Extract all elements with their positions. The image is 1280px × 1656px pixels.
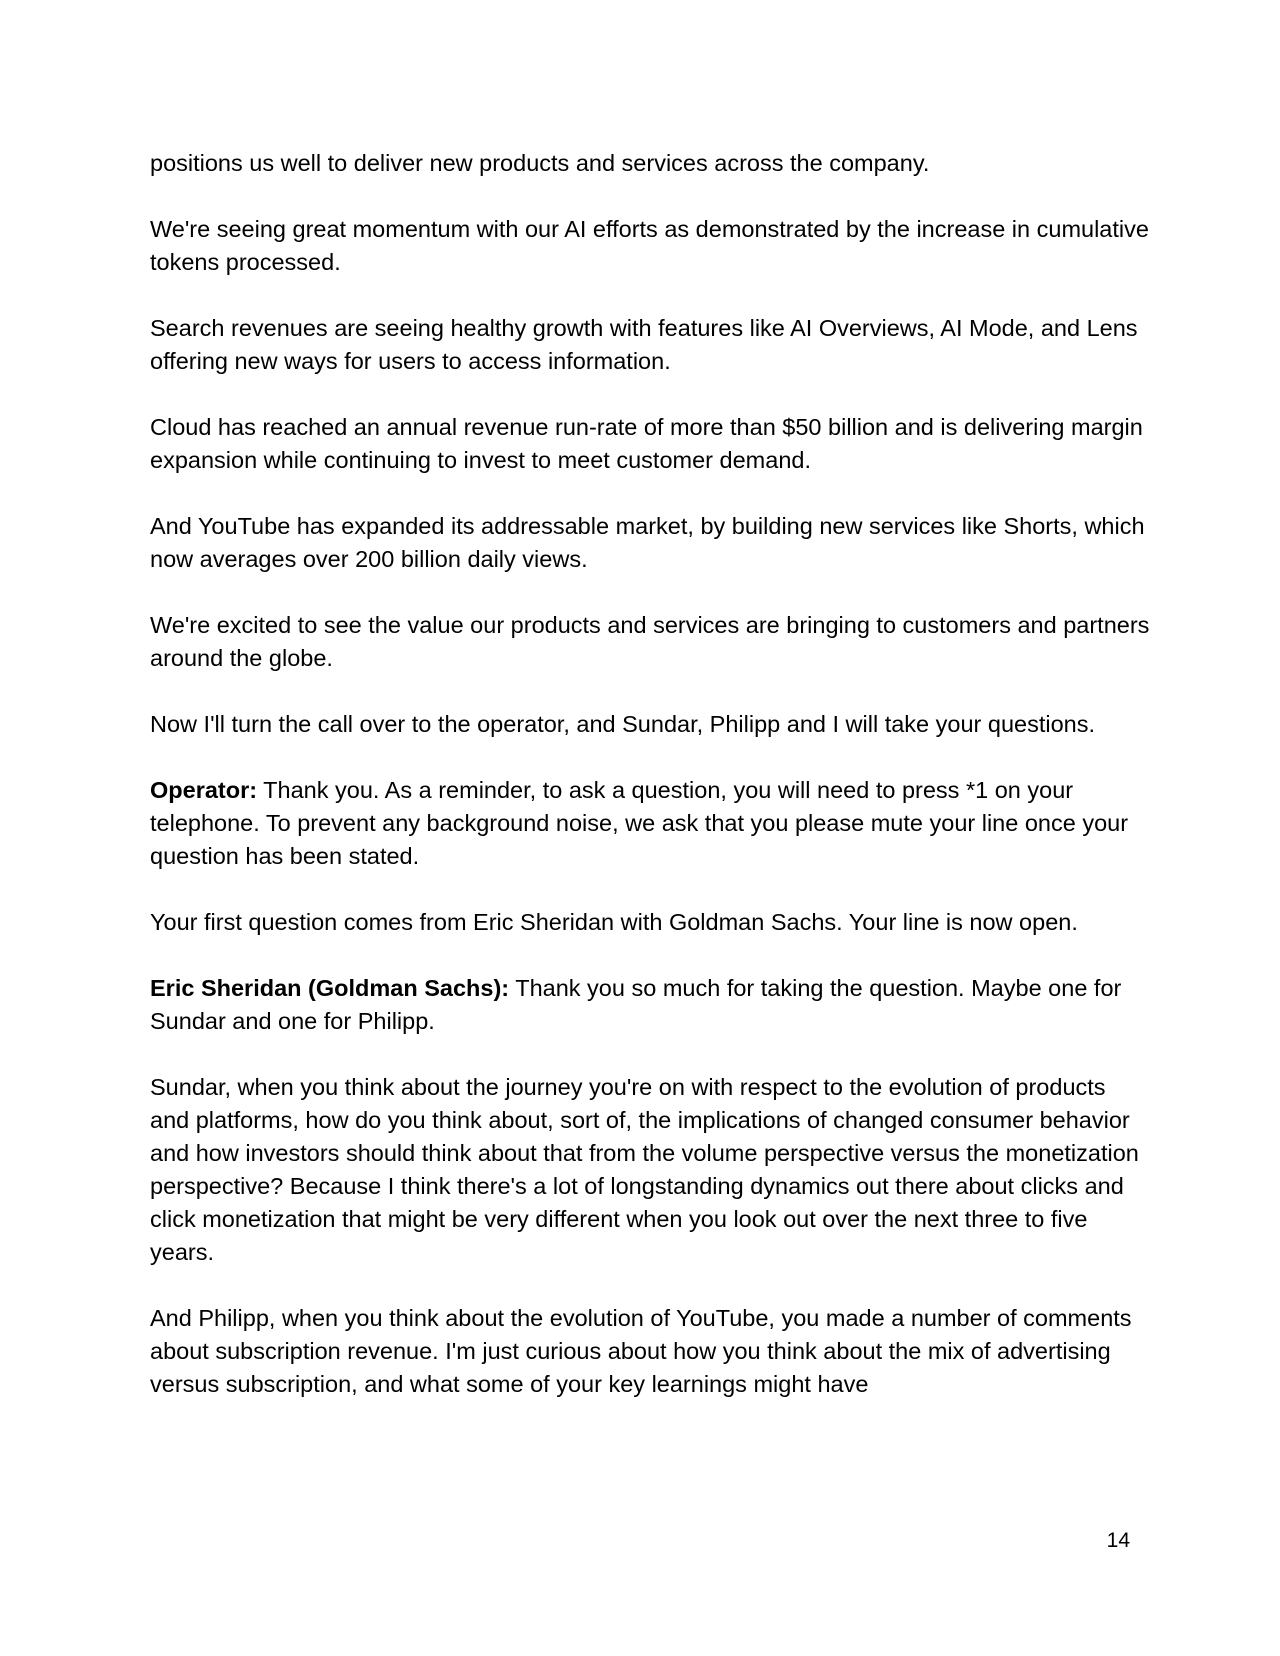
- paragraph-text: We're excited to see the value our products and services are bringing to customers and partners around the globe.: [150, 612, 1150, 671]
- transcript-body: [150, 147, 1150, 1401]
- paragraph-text: Your first question comes from Eric Sheridan with Goldman Sachs. Your line is now open.: [150, 909, 1078, 935]
- page-number: 14: [1106, 1529, 1130, 1552]
- paragraph: [150, 774, 1150, 873]
- paragraph: [150, 972, 1150, 1038]
- paragraph-text: Search revenues are seeing healthy growth with features like AI Overviews, AI Mode, and Lens offering new ways for users to access information.: [150, 315, 1138, 374]
- paragraph-text: Thank you. As a reminder, to ask a question, you will need to press *1 on your telephone. To prevent any background noise, we ask that you please mute your line once your question has been stated.: [150, 777, 1129, 869]
- paragraph: [150, 906, 1150, 939]
- paragraph: [150, 1071, 1150, 1269]
- paragraph: [150, 510, 1150, 576]
- paragraph: [150, 312, 1150, 378]
- paragraph: [150, 708, 1150, 741]
- paragraph-text: positions us well to deliver new products and services across the company.: [150, 150, 930, 176]
- paragraph: [150, 147, 1150, 180]
- paragraph-text: And Philipp, when you think about the evolution of YouTube, you made a number of comments about subscription revenue. I'm just curious about how you think about the mix of advertising versus subscription, and what some of your key learnings might have: [150, 1305, 1132, 1397]
- paragraph: [150, 609, 1150, 675]
- speaker-name: Eric Sheridan (Goldman Sachs):: [150, 975, 510, 1001]
- paragraph: [150, 411, 1150, 477]
- paragraph-text: Cloud has reached an annual revenue run-rate of more than $50 billion and is delivering margin expansion while continuing to invest to meet customer demand.: [150, 414, 1143, 473]
- paragraph: [150, 1302, 1150, 1401]
- paragraph-text: We're seeing great momentum with our AI efforts as demonstrated by the increase in cumulative tokens processed.: [150, 216, 1149, 275]
- paragraph-text: Sundar, when you think about the journey you're on with respect to the evolution of products and platforms, how do you think about, sort of, the implications of changed consumer behavior and how investors should think about that from the volume perspective versus the monetization perspective? Because I think there's a lot of longstanding dynamics out there about clicks and click monetization that might be very different when you look out over the next three to five years.: [150, 1074, 1139, 1265]
- paragraph-text: And YouTube has expanded its addressable market, by building new services like Shorts, which now averages over 200 billion daily views.: [150, 513, 1145, 572]
- paragraph: [150, 213, 1150, 279]
- speaker-name: Operator:: [150, 777, 258, 803]
- paragraph-text: Thank you so much for taking the question. Maybe one for Sundar and one for Philipp.: [150, 975, 1122, 1034]
- paragraph-text: Now I'll turn the call over to the operator, and Sundar, Philipp and I will take your questions.: [150, 711, 1096, 737]
